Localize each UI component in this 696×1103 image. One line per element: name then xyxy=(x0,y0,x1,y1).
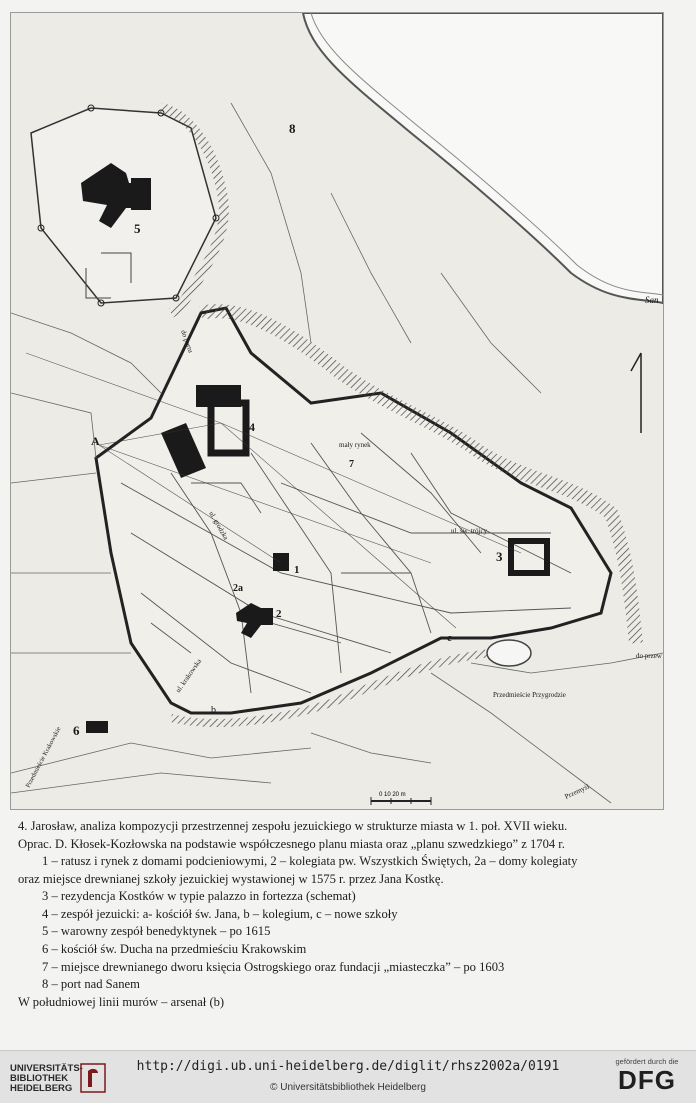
library-footer xyxy=(0,1050,696,1103)
label-7: 7 xyxy=(349,459,354,470)
label-maly-rynek: mały rynek xyxy=(339,441,371,449)
legend-item: oraz miejsce drewnianej szkoły jezuickiej wystawionej w 1575 r. przez Jana Kostkę. xyxy=(18,871,444,886)
label-ul-krakowska: ul. krakowska xyxy=(174,657,204,695)
label-3: 3 xyxy=(496,549,503,564)
legend-item: 7 – miejsce drewnianego dworu księcia Ostrogskiego oraz fundacji „miasteczka” – po 1603 xyxy=(42,959,505,974)
label-A: A xyxy=(91,434,100,448)
label-przedmiescie-krakowskie: Przedmieście Krakowskie xyxy=(24,725,63,789)
historical-town-plan xyxy=(10,12,664,810)
label-do-portu: do portu xyxy=(179,328,195,354)
label-ul-sw-trojca: ul. św. trójcy xyxy=(451,527,488,535)
label-2: 2 xyxy=(276,608,282,620)
label-6: 6 xyxy=(73,723,80,738)
copyright-notice: © Universitätsbibliothek Heidelberg xyxy=(270,1082,426,1093)
label-przemysl: Przemyśl xyxy=(563,782,591,801)
label-2a: 2a xyxy=(233,583,243,594)
holy-spirit-church xyxy=(86,721,108,733)
funded-by-text: gefördert durch die xyxy=(615,1057,679,1066)
dfg-logo-text: DFG xyxy=(618,1065,676,1095)
label-ul-grodzka: ul. grodzka xyxy=(207,510,230,542)
legend-item: 4 – zespół jezuicki: a- kościół św. Jana, b – kolegium, c – nowe szkoły xyxy=(42,906,398,921)
label-przedmiescie-przygrodzie: Przedmieście Przygrodzie xyxy=(493,691,566,699)
caption-line-1: 4. Jarosław, analiza kompozycji przestrzennej zespołu jezuickiego w strukturze miasta w 1. poł. XVII wieku. xyxy=(18,819,568,833)
legend-item: 6 – kościół św. Ducha na przedmieściu Krakowskim xyxy=(42,941,307,956)
legend-item: 5 – warowny zespół benedyktynek – po 1615 xyxy=(42,924,271,939)
town-hall xyxy=(273,553,289,571)
page-url-link[interactable]: http://digi.ub.uni-heidelberg.de/diglit/rhsz2002a/0191 xyxy=(136,1059,560,1074)
label-1: 1 xyxy=(294,564,300,576)
university-name-line-3: HEIDELBERG xyxy=(10,1083,73,1094)
legend-item: 3 – rezydencja Kostków w typie palazzo in fortezza (schemat) xyxy=(42,889,356,904)
caption-line-2: Oprac. D. Kłosek-Kozłowska na podstawie współczesnego planu miasta oraz „planu szwedzkiego” z 1704 r. xyxy=(18,836,565,851)
legend-item: W południowej linii murów – arsenał (b) xyxy=(18,994,225,1009)
label-do-przew: do przew xyxy=(636,652,662,660)
dfg-funding-logo[interactable] xyxy=(608,1057,686,1094)
legend-list xyxy=(18,853,680,1011)
label-5: 5 xyxy=(134,221,141,236)
label-san: San xyxy=(645,295,659,305)
svg-text:0 10 20 m: 0 10 20 m xyxy=(379,792,406,798)
label-b: b xyxy=(211,705,216,716)
label-C: c xyxy=(447,632,452,644)
map-drawing xyxy=(11,13,663,809)
figure-caption xyxy=(18,818,680,853)
label-8: 8 xyxy=(289,121,296,136)
label-4: 4 xyxy=(249,420,255,434)
legend-item: 8 – port nad Sanem xyxy=(42,977,140,992)
university-name-line-2: BIBLIOTHEK xyxy=(10,1073,69,1084)
legend-item: 1 – ratusz i rynek z domami podcieniowymi, 2 – kolegiata pw. Wszystkich Świętych, 2a – domy kolegiaty xyxy=(42,854,578,868)
university-name-line-1: UNIVERSITÄTS- xyxy=(10,1063,83,1074)
